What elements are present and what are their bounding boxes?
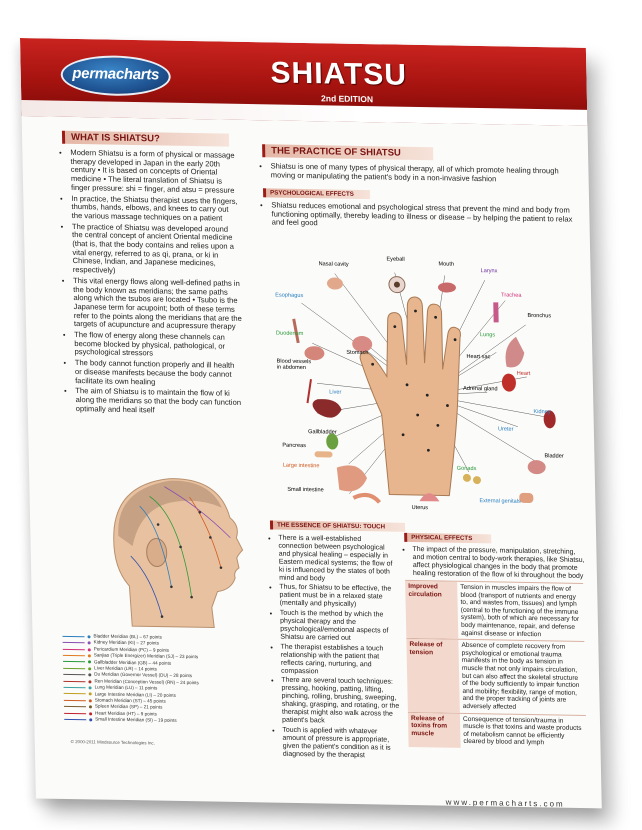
physical-effect-name: Release of tension	[406, 639, 460, 712]
what-is-shiatsu-text	[62, 149, 244, 419]
physical-effect-name: Release of toxins from muscle	[408, 712, 461, 747]
meridian-point-swatch	[89, 718, 92, 721]
meridian-line-swatch	[64, 700, 86, 701]
meridian-label: Gallbladder Meridian (GB) – 44 points	[93, 659, 172, 666]
meridian-label: Small Intestine Meridian (SI) – 19 points	[95, 716, 177, 724]
touch-bullet: • There is a well-established connection between psychological and physical healing – especially in Eastern medical systems; the flow of ki is influenced by the states of both mind and body	[278, 535, 397, 585]
meridian-point-swatch	[88, 680, 91, 683]
meridian-point-swatch	[89, 693, 92, 696]
meridian-label: Heart Meridian (HT) – 9 points	[95, 710, 157, 717]
what-bullet: • The practice of Shiatsu was developed around the central concept of ancient Oriental medicine (that is, that the body contains and relies upon a vital energy, referred to as qi, prana, or ki in Chinese, Indian, and Japanese medicines, respectively)	[72, 223, 241, 278]
touch-bullet: • Thus, for Shiatsu to be effective, the patient must be in a relaxed state (mentally and physically)	[279, 584, 397, 610]
header-stripe	[21, 100, 587, 126]
label-large-intestine: Large intestine	[282, 462, 320, 470]
practice-heading: THE PRACTICE OF SHIATSU	[262, 144, 433, 160]
meridian-label: Stomach Meridian (ST) – 45 points	[94, 697, 166, 704]
meridian-line-swatch	[63, 648, 85, 649]
meridian-label: Large Intestine Meridian (LI) – 20 points	[94, 691, 176, 698]
label-lungs: Lungs	[479, 332, 496, 339]
meridian-point-swatch	[89, 706, 92, 709]
label-adrenal-gland: Adrenal gland	[463, 385, 498, 393]
meridian-line-swatch	[64, 719, 86, 720]
physical-effect-row	[405, 580, 584, 641]
physical-intro-bullet: • The impact of the pressure, manipulation, stretching, and motion central to body-work therapies, like Shiatsu, affect physiological changes in the body that promote healing restoration of the flow of ki throughout the body	[412, 546, 585, 581]
label-heart-sac: Heart sac	[466, 353, 491, 361]
physical-effect-row	[406, 638, 585, 714]
meridian-line-swatch	[63, 668, 85, 669]
label-external-genitals: External genitals	[479, 498, 521, 505]
page-title: SHIATSU	[270, 56, 408, 92]
head-meridian-illustration	[69, 465, 262, 633]
physical-effects-heading: PHYSICAL EFFECTS	[404, 533, 491, 544]
meridian-legend-item	[64, 716, 200, 725]
label-nasal-cavity: Nasal cavity	[318, 261, 349, 268]
label-stomach: Stomach	[346, 349, 369, 357]
what-bullet: • The flow of energy along these channels can become blocked by physical, pathological, or psychological stressors	[74, 331, 243, 360]
meridian-point-swatch	[89, 699, 92, 702]
header-banner	[20, 38, 588, 126]
what-bullet: • In practice, the Shiatsu therapist uses the fingers, thumbs, hands, elbows, and knees to carry out the various massage techniques on a patient	[71, 194, 240, 223]
what-bullet: • This vital energy flows along well-defined paths in the body known as meridians; the same paths along which the tsubos are located • Tsubo is the Japanese term for acupoint; both of these terms refer to the points along the meridians that are the targets of acupuncture and acupressure therapy	[73, 277, 242, 332]
meridian-line-swatch	[62, 636, 84, 637]
practice-bullet: • Shiatsu is one of many types of physical therapy, all of which promote healing through moving or manipulating the patient's body in a non-invasive fashion	[270, 162, 572, 185]
meridian-legend	[62, 633, 199, 725]
edition-label: 2nd EDITION	[320, 93, 374, 105]
label-gallbladder: Gallbladder	[308, 429, 337, 436]
touch-bullet: • Touch is applied with whatever amount of pressure is appropriate, given the patient's condition as it is diagnosed by the therapist	[282, 727, 401, 761]
meridian-point-swatch	[88, 667, 91, 670]
meridian-line-swatch	[64, 693, 86, 694]
touch-bullet: • Touch is the method by which the physical therapy and the psychological/emotional aspects of Shiatsu are carried out	[280, 610, 399, 644]
physical-effect-description: Tension in muscles impairs the flow of blood (transport of nutrients and energy to, and wastes from, tissues) and lymph (central to the functioning of the immune system), both of which are necessary for body maintenance, repair, and defense against disease or infection	[460, 583, 580, 638]
label-gonads: Gonads	[456, 465, 477, 473]
what-bullet: • The aim of Shiatsu is to maintain the flow of ki along the meridians so that the body can function optimally and heal itself	[75, 387, 244, 416]
meridian-point-swatch	[89, 686, 92, 689]
label-ureter: Ureter	[497, 426, 514, 433]
what-is-shiatsu-heading: WHAT IS SHIATSU?	[62, 131, 229, 147]
meridian-label: Spleen Meridian (SP) – 21 points	[94, 703, 163, 711]
chart-sheet	[20, 38, 602, 808]
touch-bullet: • There are several touch techniques: pressing, hooking, patting, lifting, pinching, rolling, brushing, sweeping, shaking, grasping, and rotating, or the therapist might also walk across the patient's back	[281, 677, 400, 727]
touch-bullet: • The therapist establishes a touch relationship with the patient that reflects caring, nurturing, and compassion	[281, 643, 400, 677]
label-uterus: Uterus	[411, 504, 429, 512]
touch-text	[270, 534, 401, 762]
meridian-label: Ren Meridian (Conception Vessel) (RN) – 24 points	[94, 678, 199, 686]
meridian-point-swatch	[88, 661, 91, 664]
meridian-label: Bladder Meridian (BL) – 67 points	[93, 633, 162, 640]
meridian-line-swatch	[63, 674, 85, 675]
physical-effect-row	[408, 711, 587, 750]
meridian-point-swatch	[88, 641, 91, 644]
label-larynx: Larynx	[480, 268, 498, 275]
hand-illustration	[275, 262, 580, 517]
label-bladder: Bladder	[544, 453, 564, 460]
label-kidney: Kidney	[533, 409, 551, 416]
meridian-point-swatch	[88, 648, 91, 651]
physical-intro	[404, 546, 585, 583]
label-heart: Heart	[516, 370, 531, 377]
psych-effects-text	[263, 201, 576, 235]
physical-effects-table	[405, 580, 586, 750]
practice-text	[262, 162, 572, 187]
meridian-line-swatch	[63, 680, 85, 681]
label-small-intestine: Small intestine	[287, 486, 324, 494]
physical-effect-description: Consequence of tension/trauma in muscle is that toxins and waste products of metabolism cannot be efficiently cleared by blood and lymph	[462, 715, 582, 747]
label-eyeball: Eyeball	[386, 256, 405, 263]
label-trachea: Trachea	[501, 292, 522, 299]
label-blood-vessels: Blood vessels in abdomen	[276, 358, 312, 372]
label-esophagus: Esophagus	[275, 292, 304, 300]
meridian-line-swatch	[64, 687, 86, 688]
meridian-point-swatch	[89, 712, 92, 715]
meridian-line-swatch	[63, 655, 85, 656]
meridian-line-swatch	[63, 661, 85, 662]
website-url[interactable]: www.permacharts.com	[445, 797, 565, 809]
label-mouth: Mouth	[438, 261, 455, 268]
meridian-point-swatch	[88, 654, 91, 657]
physical-effect-name: Improved circulation	[405, 581, 458, 639]
what-bullet: • The body cannot function properly and ill health or disease manifests because the body cannot facilitate its own healing	[75, 359, 244, 388]
meridian-label: Lung Meridian (LU) – 11 points	[94, 684, 158, 691]
label-duodenum: Duodenum	[275, 330, 304, 338]
touch-heading: THE ESSENCE OF SHIATSU: TOUCH	[270, 520, 405, 531]
meridian-line-swatch	[64, 712, 86, 713]
label-bronchus: Bronchus	[527, 312, 552, 320]
meridian-line-swatch	[63, 642, 85, 643]
hand-organ-diagram	[275, 256, 580, 517]
meridian-label: Sanjiao (Triple Energizer) Meridian (SJ) – 23 points	[93, 652, 199, 660]
label-liver: Liver	[329, 389, 342, 396]
meridian-label: Pericardium Meridian (PC) – 9 points	[93, 646, 170, 653]
copyright: © 2000-2011 Mindsource Technologies Inc.	[70, 739, 155, 746]
meridian-label: Kidney Meridian (KI) – 27 points	[93, 639, 160, 646]
meridian-label: Liver Meridian (LR) – 14 points	[94, 665, 158, 672]
permacharts-logo[interactable]: permacharts	[60, 55, 171, 97]
what-bullet: • Modern Shiatsu is a form of physical or massage therapy developed in Japan in the early 20th century • It is based on concepts of Oriental medicine • The literal translation of Shiatsu is finger pressure: shi = finger, and atsu = pressure	[70, 149, 239, 195]
meridian-point-swatch	[87, 635, 90, 638]
meridian-point-swatch	[88, 673, 91, 676]
psych-effects-heading: PSYCHOLOGICAL EFFECTS	[263, 188, 370, 199]
physical-effect-description: Absence of complete recovery from psychological or emotional trauma manifests in the body as tension in muscle that not only impairs circulation, but can also affect the skeletal structure of the body sufficiently to impair function and mobility; flexibility, range of motion, and the proper tracking of joints are adversely affected	[461, 641, 580, 711]
meridian-label: Du Meridian (Governor Vessel) (DU) – 28 points	[94, 671, 193, 679]
psych-bullet: • Shiatsu reduces emotional and psychological stress that prevent the mind and body from functioning optimally, thereby leading to illness or disease – by helping the patient to relax and feel good	[271, 201, 575, 232]
meridian-line-swatch	[64, 706, 86, 707]
label-pancreas: Pancreas	[282, 442, 307, 450]
